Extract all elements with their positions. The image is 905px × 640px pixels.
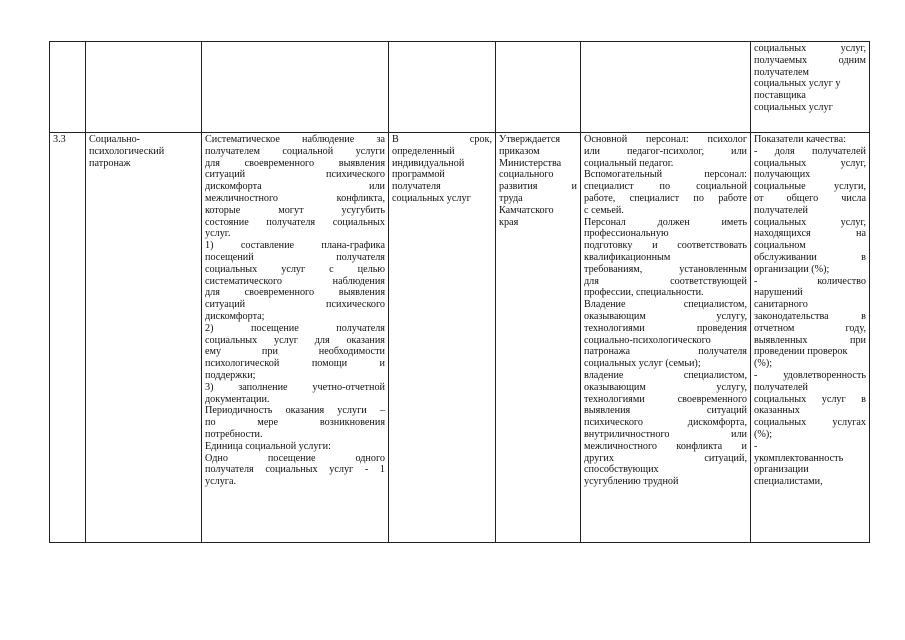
cell-service-name: Социально-психологический патронаж [86,133,202,543]
text-line: получаемых одним [754,54,866,66]
text-line: Владение специалистом, [584,299,747,311]
text-line: 1) составление плана-графика [205,240,385,252]
text-line: межличностного конфликта и [584,440,747,452]
text-line: - удовлетворенность [754,369,866,381]
text-line: состояние получателя социальных [205,216,385,228]
text-line: обслуживании в [754,251,866,263]
cell-empty [389,42,496,133]
text-line: поставщика [754,90,806,102]
text-line: организации (%); [754,263,830,275]
text-line: специалист по социальной [584,181,747,193]
text-line: других ситуаций, [584,452,747,464]
text-line: получателем социальной услуги [205,145,385,157]
text-line: труда [499,192,523,204]
text-line: потребности. [205,428,263,440]
text-line: Систематическое наблюдение за [205,134,385,145]
text-line: оказанных [754,405,800,417]
text-line: оказывающим услугу, [584,310,747,322]
text-line: приказом [499,145,540,157]
text-line: социальный педагог. [584,157,674,169]
text-line: получателей [754,204,809,216]
text-line: Основной персонал: психолог [584,134,747,145]
text-line: для своевременного выявления [205,287,385,299]
text-line: проведении проверок [754,346,848,358]
cell-empty [86,42,202,133]
text-line: способствующих [584,464,659,476]
text-line: укомплектованность [754,452,844,464]
text-line: работе, специалист по работе [584,192,747,204]
text-line: отчетном году, [754,322,866,334]
text-line: социальных услуг [754,101,833,113]
cell-indicators [751,133,870,543]
text-line: по мере возникновения [205,417,385,429]
text-line: которые могут усугубить [205,204,385,216]
text-line: Министерства [499,157,562,169]
text-line: социальных услуг для оказания [205,334,385,346]
text-line: посещений получателя [205,251,385,263]
cell-empty [202,42,389,133]
text-line: социальных услуг, [754,157,866,169]
text-line: Периодичность оказания услуги – [205,405,385,417]
cell-empty [50,42,86,133]
text-line: 3) заполнение учетно-отчетной [205,381,385,393]
text-line: - [754,440,758,452]
cell-empty [496,42,581,133]
text-line: с семьей. [584,204,624,216]
text-line: услуга. [205,476,237,488]
text-line: социального [499,169,554,181]
text-line: Камчатского [499,204,554,216]
text-line: психологической помощи и [205,358,385,370]
text-line: внутриличностного или [584,428,747,440]
text-line: документации. [205,393,270,405]
text-line: нарушений [754,287,803,299]
text-line: (%); [754,428,773,440]
text-line: для соответствующей [584,275,747,287]
text-line: социальных услуг с целью [205,263,385,275]
text-line: выявленных при [754,334,866,346]
cell-cost [496,133,581,543]
text-line: ему при необходимости [205,346,385,358]
text-line: организации [754,464,809,476]
text-line: социальных услуг [392,192,471,204]
cell-indicators-continuation [751,42,870,133]
text-line: подготовку и соответствовать [584,240,747,252]
text-line: получателя социальных услуг - 1 [205,464,385,476]
text-line: социальных услуг, [754,43,866,54]
cell-number: 3.3 [50,133,86,543]
text-line: психического дискомфорта, [584,417,747,429]
text-line: социальные услуги, [754,181,866,193]
text-line: межличностного конфликта, [205,192,385,204]
text-line: или педагог-психолог, или [584,145,747,157]
text-line: профессиональную [584,228,669,240]
text-line: - количество [754,275,866,287]
text-line: развития и [499,181,577,193]
text-line: социальном [754,240,806,252]
text-line: получателем [754,66,809,78]
text-line: В срок, [392,134,492,145]
text-line: Персонал должен иметь [584,216,747,228]
cell-term [389,133,496,543]
cell-conditions [581,133,751,543]
text-line: профессии, специальности. [584,287,704,299]
text-line: Утверждается [499,134,561,145]
text-line: законодательства в [754,310,866,322]
text-line: индивидуальной [392,157,465,169]
text-line: Вспомогательный персонал: [584,169,747,181]
text-line: требованиям, установленным [584,263,747,275]
text-line: дискомфорта или [205,181,385,193]
text-line: социальных услугах [754,417,866,429]
services-table [49,41,870,543]
text-line: определенный [392,145,455,157]
text-line: Одно посещение одного [205,452,385,464]
text-line: ситуаций психического [205,299,385,311]
text-line: выявления ситуаций [584,405,747,417]
text-line: для своевременного выявления [205,157,385,169]
text-line: края [499,216,519,228]
text-line: услуг. [205,228,231,240]
table-row-continuation [50,42,870,133]
text-line: социальных услуг (семьи); [584,358,701,370]
text-line: поддержки; [205,369,256,381]
text-line: Единица социальной услуги: [205,440,331,452]
text-line: от общего числа [754,192,866,204]
cell-description [202,133,389,543]
text-line: Показатели качества: [754,134,846,145]
text-line: патронажа получателя [584,346,747,358]
text-line: получателей [754,381,809,393]
text-line: специалистами, [754,476,823,488]
text-line: социальных услуг, [754,216,866,228]
text-line: социально-психологического [584,334,711,346]
text-line: 2) посещение получателя [205,322,385,334]
text-line: дискомфорта; [205,310,265,322]
text-line: квалификационным [584,251,671,263]
table-row [50,133,870,543]
text-line: оказывающим услугу, [584,381,747,393]
text-line: социальных услуг в [754,393,866,405]
text-line: владение специалистом, [584,369,747,381]
text-line: усугублению трудной [584,476,679,488]
text-line: ситуаций психического [205,169,385,181]
text-line: получателя [392,181,441,193]
text-line: (%); [754,358,773,370]
cell-empty [581,42,751,133]
text-line: технологиями своевременного [584,393,747,405]
text-line: систематического наблюдения [205,275,385,287]
text-line: санитарного [754,299,808,311]
text-line: социальных услуг у [754,78,841,90]
text-line: программой [392,169,445,181]
text-line: находящихся на [754,228,866,240]
text-line: - доля получателей [754,145,866,157]
text-line: технологиями проведения [584,322,747,334]
text-line: получающих [754,169,811,181]
